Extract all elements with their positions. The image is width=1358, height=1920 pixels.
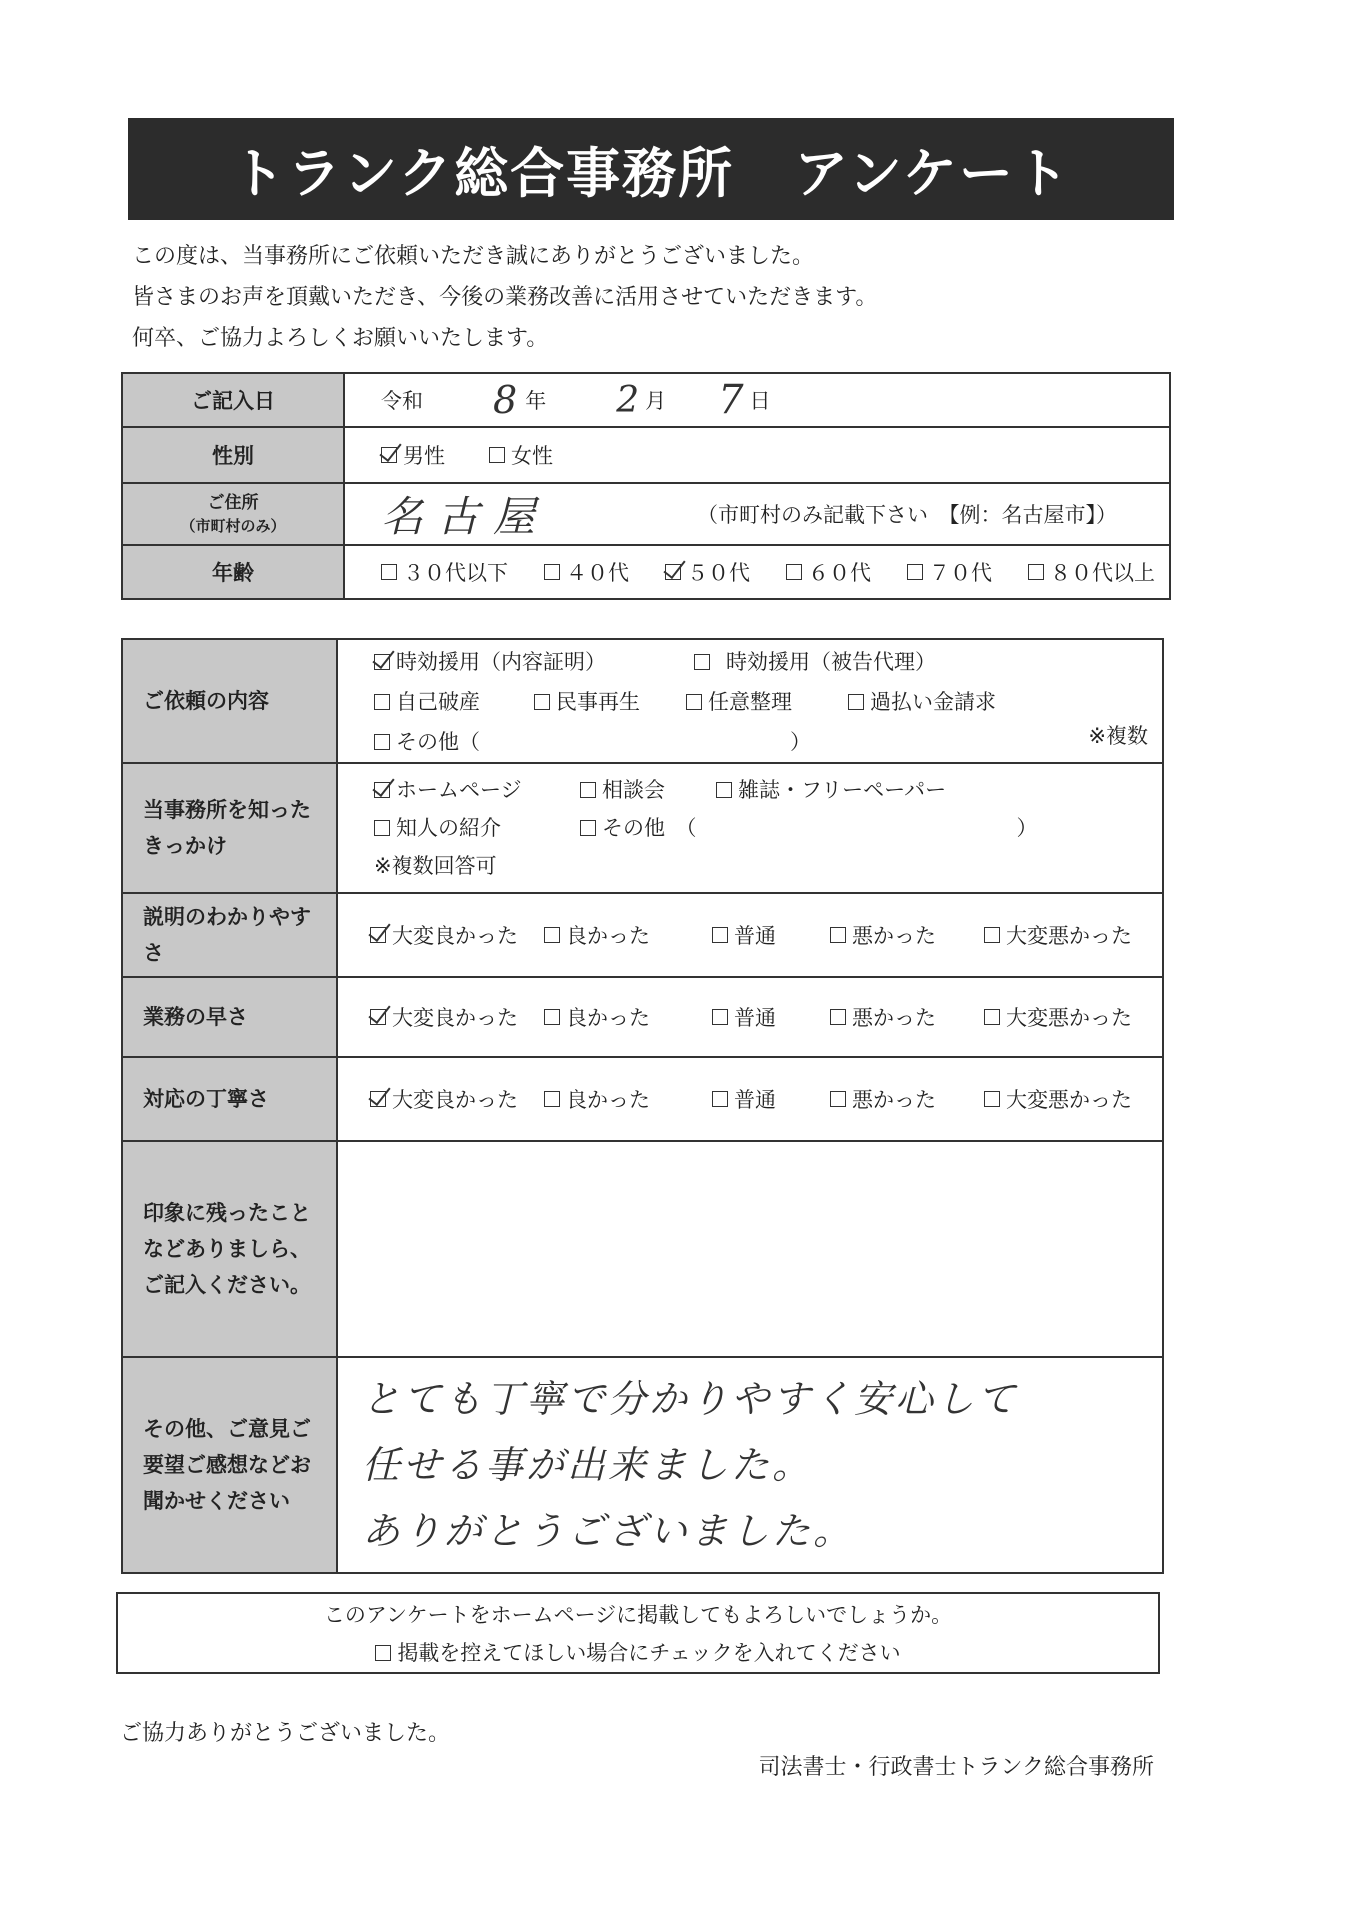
comment-line: ありがとうございました。 bbox=[362, 1509, 855, 1553]
comments-label: その他、ご意見ご 要望ご感想などお 聞かせください bbox=[122, 1357, 337, 1573]
source-field bbox=[337, 763, 1163, 893]
entry-date-field[interactable] bbox=[344, 373, 1170, 427]
checkbox-icon[interactable] bbox=[712, 1009, 728, 1025]
rating-option[interactable]: 悪かった bbox=[830, 1084, 984, 1114]
age-option[interactable]: ４０代 bbox=[544, 557, 629, 587]
gender-label: 性別 bbox=[122, 427, 344, 483]
row-rating-speed bbox=[122, 977, 1163, 1057]
thanks-text: ご協力ありがとうございました。 bbox=[120, 1721, 451, 1746]
address-field[interactable] bbox=[344, 483, 1170, 545]
request-option[interactable]: 時効援用（被告代理） bbox=[694, 642, 936, 682]
checkbox-icon[interactable] bbox=[686, 694, 702, 710]
checkbox-icon[interactable] bbox=[984, 927, 1000, 943]
gender-option-female[interactable]: 女性 bbox=[489, 440, 553, 470]
comment-line: とても丁寧で分かりやすく安心して bbox=[362, 1377, 1019, 1421]
checkbox-icon[interactable] bbox=[712, 1091, 728, 1107]
checkbox-icon[interactable] bbox=[1028, 564, 1044, 580]
rating-option[interactable]: 大変悪かった bbox=[984, 1002, 1132, 1032]
source-option[interactable]: 知人の紹介 bbox=[374, 809, 580, 847]
rating-option[interactable]: 大変良かった bbox=[370, 1002, 544, 1032]
checkbox-checked-icon[interactable] bbox=[374, 654, 390, 670]
checkbox-icon[interactable] bbox=[544, 1091, 560, 1107]
gender-option-male[interactable]: 男性 bbox=[381, 440, 445, 470]
survey-title-survey: アンケート bbox=[794, 141, 1071, 205]
year-unit: 年 bbox=[525, 389, 547, 413]
checkbox-icon[interactable] bbox=[374, 734, 390, 750]
age-option[interactable]: ５０代 bbox=[665, 557, 750, 587]
checkbox-checked-icon[interactable] bbox=[665, 564, 681, 580]
rating-clarity-label: 説明のわかりやす さ bbox=[122, 893, 337, 977]
age-option[interactable]: ８０代以上 bbox=[1028, 557, 1155, 587]
source-note: ※複数回答可 bbox=[374, 854, 497, 878]
age-field bbox=[344, 545, 1170, 599]
request-field bbox=[337, 639, 1163, 763]
checkbox-icon[interactable] bbox=[907, 564, 923, 580]
age-option[interactable]: ７０代 bbox=[907, 557, 992, 587]
rating-option[interactable]: 大変悪かった bbox=[984, 920, 1132, 950]
checkbox-checked-icon[interactable] bbox=[381, 447, 397, 463]
age-option[interactable]: ６０代 bbox=[786, 557, 871, 587]
checkbox-icon[interactable] bbox=[712, 927, 728, 943]
year-value: 8 bbox=[493, 378, 518, 422]
row-comments bbox=[122, 1357, 1163, 1573]
checkbox-icon[interactable] bbox=[544, 1009, 560, 1025]
request-option[interactable]: 任意整理 bbox=[686, 682, 848, 722]
request-other-close: ） bbox=[790, 730, 811, 754]
intro-line: 何卒、ご協力よろしくお願いいたします。 bbox=[132, 326, 549, 351]
request-option[interactable]: 過払い金請求 bbox=[848, 682, 996, 722]
survey-title-office: トランク総合事務所 bbox=[231, 141, 735, 205]
request-note: ※複数 bbox=[1088, 724, 1148, 748]
survey-title-banner bbox=[128, 118, 1174, 220]
checkbox-icon[interactable] bbox=[694, 654, 710, 670]
address-value: 名古屋 bbox=[381, 492, 550, 541]
checkbox-icon[interactable] bbox=[716, 782, 732, 798]
address-hint: （市町村のみ記載下さい 【例：名古屋市】） bbox=[697, 503, 1117, 527]
checkbox-icon[interactable] bbox=[374, 694, 390, 710]
rating-option[interactable]: 悪かった bbox=[830, 920, 984, 950]
checkbox-checked-icon[interactable] bbox=[370, 1091, 386, 1107]
survey-table bbox=[121, 638, 1164, 1574]
row-age bbox=[122, 545, 1170, 599]
checkbox-icon[interactable] bbox=[489, 447, 505, 463]
request-option[interactable]: 時効援用（内容証明） bbox=[374, 642, 694, 682]
row-rating-courtesy bbox=[122, 1057, 1163, 1141]
day-value: 7 bbox=[718, 377, 744, 423]
checkbox-icon[interactable] bbox=[786, 564, 802, 580]
address-label: ご住所 （市町村のみ） bbox=[122, 483, 344, 545]
rating-option[interactable]: 良かった bbox=[544, 1002, 712, 1032]
rating-courtesy-label: 対応の丁寧さ bbox=[122, 1057, 337, 1141]
comments-textarea[interactable] bbox=[337, 1357, 1163, 1573]
checkbox-icon[interactable] bbox=[544, 564, 560, 580]
age-label: 年齢 bbox=[122, 545, 344, 599]
checkbox-icon[interactable] bbox=[830, 1091, 846, 1107]
checkbox-checked-icon[interactable] bbox=[374, 782, 390, 798]
rating-speed-label: 業務の早さ bbox=[122, 977, 337, 1057]
basic-info-table bbox=[121, 372, 1171, 600]
source-option[interactable]: 相談会 bbox=[580, 771, 716, 809]
office-name: 司法書士・行政書士トランク総合事務所 bbox=[758, 1755, 1154, 1780]
source-option[interactable]: 雑誌・フリーペーパー bbox=[716, 771, 946, 809]
source-option-other[interactable]: その他 （ bbox=[580, 809, 697, 847]
day-unit: 日 bbox=[749, 389, 771, 413]
impression-textarea[interactable] bbox=[337, 1141, 1163, 1357]
checkbox-icon[interactable] bbox=[830, 927, 846, 943]
checkbox-icon[interactable] bbox=[984, 1091, 1000, 1107]
checkbox-icon[interactable] bbox=[534, 694, 550, 710]
intro-line: 皆さまのお声を頂戴いただき、今後の業務改善に活用させていただきます。 bbox=[132, 285, 878, 310]
gender-field bbox=[344, 427, 1170, 483]
checkbox-checked-icon[interactable] bbox=[370, 1009, 386, 1025]
rating-option[interactable]: 大変悪かった bbox=[984, 1084, 1132, 1114]
row-source bbox=[122, 763, 1163, 893]
rating-option[interactable]: 大変良かった bbox=[370, 920, 544, 950]
rating-option[interactable]: 普通 bbox=[712, 1002, 830, 1032]
rating-speed-field bbox=[337, 977, 1163, 1057]
rating-option[interactable]: 良かった bbox=[544, 920, 712, 950]
age-option[interactable]: ３０代以下 bbox=[381, 557, 508, 587]
row-request bbox=[122, 639, 1163, 763]
request-label: ご依頼の内容 bbox=[122, 639, 337, 763]
request-option[interactable]: 自己破産 bbox=[374, 682, 534, 722]
row-entry-date bbox=[122, 373, 1170, 427]
source-label: 当事務所を知った きっかけ bbox=[122, 763, 337, 893]
row-rating-clarity bbox=[122, 893, 1163, 977]
era-label: 令和 bbox=[381, 389, 423, 413]
checkbox-icon[interactable] bbox=[848, 694, 864, 710]
request-option[interactable]: 民事再生 bbox=[534, 682, 686, 722]
entry-date-label: ご記入日 bbox=[122, 373, 344, 427]
consent-checkbox-label: 掲載を控えてほしい場合にチェックを入れてください bbox=[397, 1641, 901, 1665]
intro-text bbox=[132, 236, 877, 359]
impression-label: 印象に残ったこと などありましら、 ご記入ください。 bbox=[122, 1141, 337, 1357]
row-gender bbox=[122, 427, 1170, 483]
comment-line: 任せる事が出来ました。 bbox=[362, 1443, 814, 1487]
source-other-close: ） bbox=[1016, 816, 1038, 840]
checkbox-icon[interactable] bbox=[830, 1009, 846, 1025]
row-impression bbox=[122, 1141, 1163, 1357]
rating-courtesy-field bbox=[337, 1057, 1163, 1141]
checkbox-icon[interactable] bbox=[381, 564, 397, 580]
rating-option[interactable]: 普通 bbox=[712, 920, 830, 950]
checkbox-icon[interactable] bbox=[544, 927, 560, 943]
month-unit: 月 bbox=[645, 389, 667, 413]
checkbox-icon[interactable] bbox=[375, 1645, 391, 1661]
row-address bbox=[122, 483, 1170, 545]
rating-option[interactable]: 悪かった bbox=[830, 1002, 984, 1032]
source-option[interactable]: ホームページ bbox=[374, 771, 580, 809]
checkbox-icon[interactable] bbox=[374, 820, 390, 836]
checkbox-icon[interactable] bbox=[580, 782, 596, 798]
checkbox-icon[interactable] bbox=[984, 1009, 1000, 1025]
publish-consent-box bbox=[116, 1592, 1160, 1674]
rating-clarity-field bbox=[337, 893, 1163, 977]
consent-checkbox-option[interactable] bbox=[375, 1634, 900, 1672]
month-value: 2 bbox=[616, 379, 640, 421]
rating-option[interactable]: 大変良かった bbox=[370, 1084, 544, 1114]
address-sublabel: （市町村のみ） bbox=[180, 517, 286, 535]
intro-line: この度は、当事務所にご依頼いただき誠にありがとうございました。 bbox=[132, 244, 815, 269]
checkbox-icon[interactable] bbox=[580, 820, 596, 836]
rating-option[interactable]: 普通 bbox=[712, 1084, 830, 1114]
consent-question: このアンケートをホームページに掲載してもよろしいでしょうか。 bbox=[323, 1603, 953, 1627]
rating-option[interactable]: 良かった bbox=[544, 1084, 712, 1114]
checkbox-checked-icon[interactable] bbox=[370, 927, 386, 943]
request-option-other[interactable]: その他（ bbox=[374, 722, 480, 762]
